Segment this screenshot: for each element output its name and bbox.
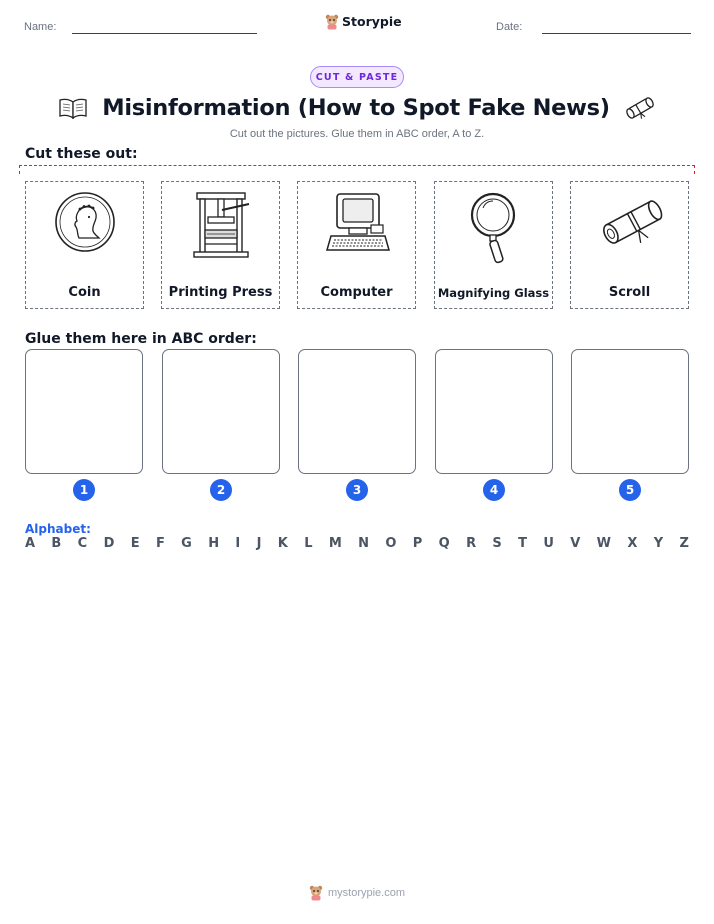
alphabet-letter: X: [627, 536, 638, 551]
alphabet-letter: T: [518, 536, 528, 551]
card-coin[interactable]: [25, 181, 144, 309]
card-label: Computer: [320, 285, 393, 300]
title-row: [0, 91, 714, 125]
brand-logo: [325, 13, 402, 30]
glue-section-heading: Glue them here in ABC order:: [25, 331, 257, 347]
glue-box-3[interactable]: [298, 349, 416, 474]
glue-box-1[interactable]: [25, 349, 143, 474]
glue-box-2[interactable]: [162, 349, 280, 474]
alphabet-heading: Alphabet:: [25, 522, 91, 536]
open-book-icon: [58, 97, 88, 119]
scroll-icon: [598, 190, 668, 254]
alphabet-letter: R: [466, 536, 477, 551]
alphabet-letter: M: [328, 536, 342, 551]
card-label: Magnifying Glass: [437, 286, 550, 300]
alphabet-letter: S: [492, 536, 502, 551]
alphabet-letter: V: [570, 536, 581, 551]
slot-number-1: 1: [73, 479, 95, 501]
glue-box-5[interactable]: [571, 349, 689, 474]
alphabet-letter: A: [25, 536, 36, 551]
card-scroll[interactable]: [570, 181, 689, 309]
cut-section-heading: Cut these out:: [25, 146, 138, 162]
footer-url[interactable]: mystorypie.com: [327, 886, 406, 899]
name-line[interactable]: [72, 33, 257, 34]
name-label: Name:: [24, 21, 57, 33]
alphabet-letter: B: [51, 536, 62, 551]
card-label: Coin: [68, 285, 101, 300]
alphabet-letter: Z: [679, 536, 689, 551]
card-magnifying-glass[interactable]: [434, 181, 553, 309]
alphabet-letter: Q: [438, 536, 450, 551]
alphabet-letter: W: [596, 536, 612, 551]
glue-box-4[interactable]: [435, 349, 553, 474]
alphabet-letter: F: [155, 536, 165, 551]
storypie-bear-icon: [325, 13, 339, 30]
alphabet-letter: K: [277, 536, 288, 551]
alphabet-letter: E: [130, 536, 140, 551]
alphabet-letter: D: [103, 536, 115, 551]
alphabet-letter: J: [256, 536, 262, 551]
card-computer[interactable]: [297, 181, 416, 309]
alphabet-letter: C: [77, 536, 88, 551]
card-printing-press[interactable]: [161, 181, 280, 309]
alphabet-letter: Y: [653, 536, 664, 551]
slot-number-2: 2: [210, 479, 232, 501]
slot-number-4: 4: [483, 479, 505, 501]
brand-name: Storypie: [342, 14, 402, 29]
alphabet-letter: P: [412, 536, 423, 551]
computer-icon: [325, 190, 391, 256]
alphabet-letter: U: [543, 536, 554, 551]
storypie-bear-icon: [309, 884, 323, 901]
card-label: Scroll: [608, 285, 651, 300]
coin-icon: [53, 190, 117, 254]
alphabet-letter: H: [208, 536, 220, 551]
scroll-decoration-icon: [624, 94, 656, 122]
slot-number-3: 3: [346, 479, 368, 501]
alphabet-row: [25, 536, 689, 551]
magnifying-glass-icon: [462, 190, 526, 266]
date-line[interactable]: [542, 33, 691, 34]
alphabet-letter: N: [358, 536, 370, 551]
footer: [0, 884, 714, 901]
printing-press-icon: [189, 190, 253, 262]
date-label: Date:: [496, 21, 523, 33]
page-title: Misinformation (How to Spot Fake News): [102, 95, 610, 121]
alphabet-letter: O: [385, 536, 397, 551]
cut-line: [19, 165, 695, 174]
slot-number-5: 5: [619, 479, 641, 501]
alphabet-letter: L: [304, 536, 313, 551]
alphabet-letter: G: [181, 536, 192, 551]
alphabet-letter: I: [235, 536, 241, 551]
instructions: Cut out the pictures. Glue them in ABC order, A to Z.: [229, 128, 485, 140]
activity-badge: CUT & PASTE: [310, 66, 404, 88]
card-label: Printing Press: [168, 285, 273, 300]
